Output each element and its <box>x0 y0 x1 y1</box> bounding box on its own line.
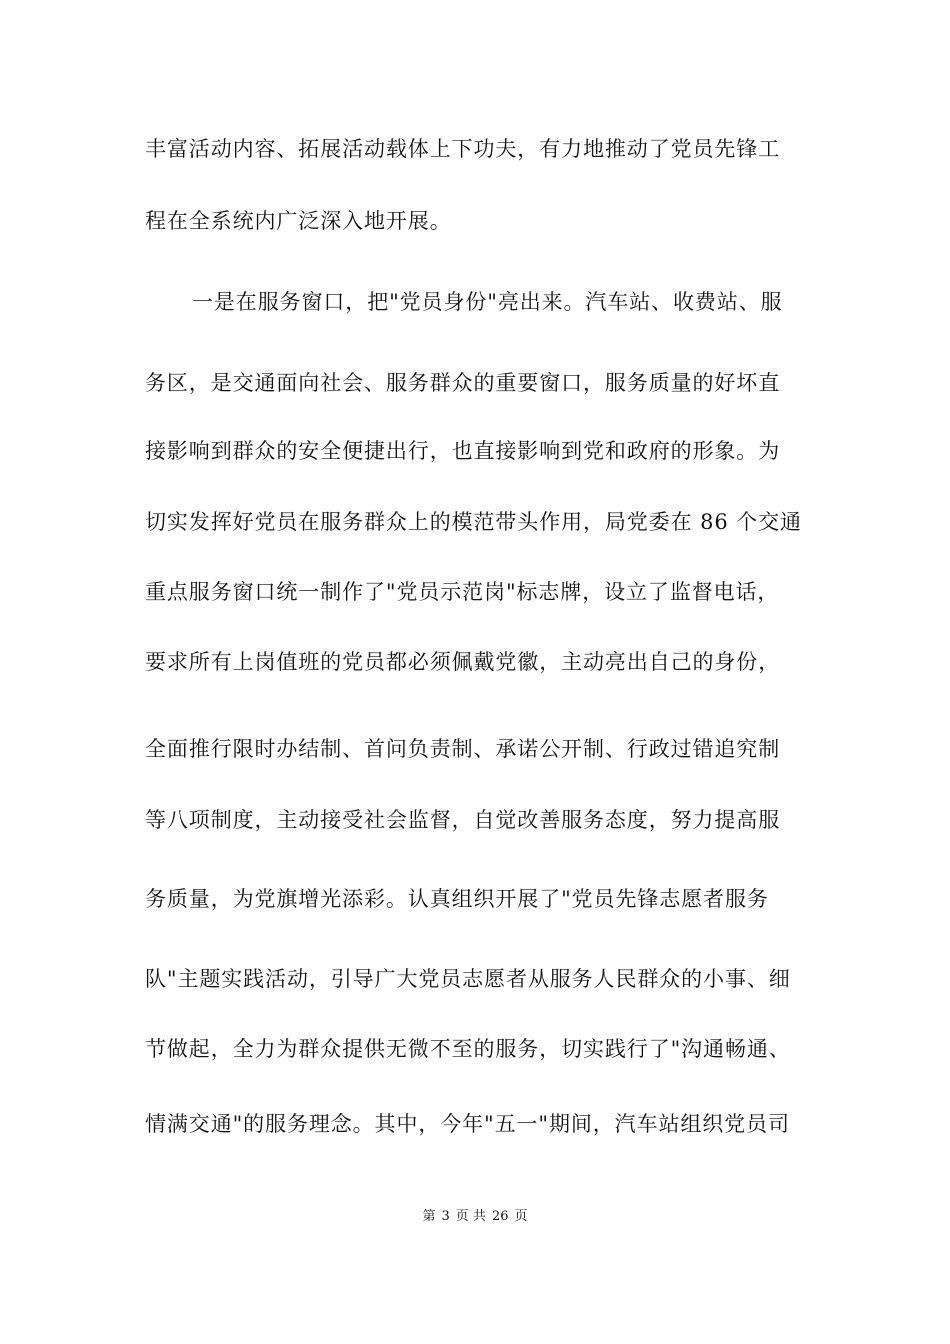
text-line: 程在全系统内广泛深入地开展。 <box>145 209 452 233</box>
footer-suffix: 页 <box>514 1209 528 1224</box>
current-page-number: 3 <box>441 1209 450 1224</box>
footer-middle: 页 共 <box>455 1209 486 1224</box>
text-line: 务质量，为党旗增光添彩。认真组织开展了"党员先锋志愿者服务 <box>145 887 769 911</box>
text-line: 节做起，全力为群众提供无微不至的服务，切实践行了"沟通畅通、 <box>145 1037 791 1061</box>
footer-prefix: 第 <box>422 1209 436 1224</box>
text-line: 情满交通"的服务理念。其中，今年"五一"期间，汽车站组织党员司 <box>145 1112 790 1136</box>
text-line: 等八项制度，主动接受社会监督，自觉改善服务态度，努力提高服 <box>145 808 781 832</box>
text-line: 丰富活动内容、拓展活动载体上下功夫，有力地推动了党员先锋工 <box>145 137 781 161</box>
text-line: 务区，是交通面向社会、服务群众的重要窗口，服务质量的好坏直 <box>145 371 781 395</box>
paragraph-first-line: 一是在服务窗口，把"党员身份"亮出来。汽车站、收费站、服 <box>192 290 783 314</box>
text-line: 重点服务窗口统一制作了"党员示范岗"标志牌，设立了监督电话， <box>145 580 780 604</box>
text-line: 切实发挥好党员在服务群众上的模范带头作用，局党委在 86 个交通 <box>145 510 802 534</box>
page-footer <box>0 1207 950 1227</box>
text-line: 接影响到群众的安全便捷出行，也直接影响到党和政府的形象。为 <box>145 439 781 463</box>
text-line: 队"主题实践活动，引导广大党员志愿者从服务人民群众的小事、细 <box>145 967 791 991</box>
text-line: 要求所有上岗值班的党员都必须佩戴党徽，主动亮出自己的身份， <box>145 650 781 674</box>
total-page-count: 26 <box>491 1209 509 1224</box>
text-line: 全面推行限时办结制、首问负责制、承诺公开制、行政过错追究制 <box>145 737 781 761</box>
